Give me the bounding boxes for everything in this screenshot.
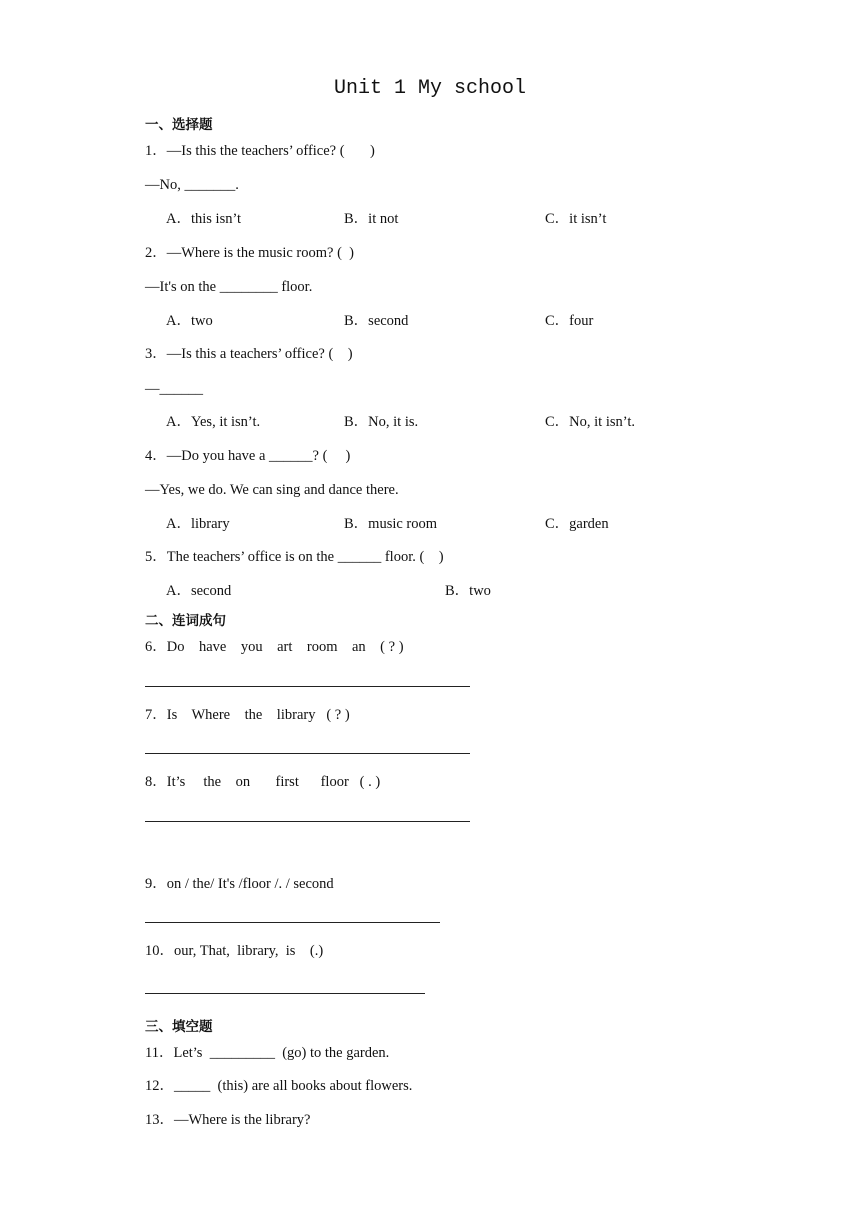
answer-line-9 [145,922,440,923]
question-1-option-a: A．this isn’t [166,211,242,227]
question-3-option-a: A．Yes, it isn’t. [166,414,261,430]
question-4-reply: —Yes, we do. We can sing and dance there. [145,482,399,498]
section-heading-fill-in-blanks: 三、填空题 [145,1019,213,1035]
question-10: 10．our, That, library, is (.) [145,943,324,959]
question-11: 11．Let’s _________ (go) to the garden. [145,1045,390,1061]
question-3-option-b: B．No, it is. [344,414,419,430]
question-3-stem: 3．—Is this a teachers’ office? ( ) [145,346,353,362]
question-5-option-b: B．two [445,583,491,599]
question-5-option-a: A．second [166,583,232,599]
answer-line-8 [145,821,470,822]
question-3-reply: —______ [145,381,203,397]
answer-line-10 [145,993,425,994]
answer-line-7 [145,753,470,754]
question-6: 6．Do have you art room an ( ? ) [145,639,404,655]
question-1-stem: 1．—Is this the teachers’ office? ( ) [145,143,375,159]
page-title: Unit 1 My school [333,77,527,100]
question-1-option-b: B．it not [344,211,399,227]
question-8: 8．It’s the on first floor ( . ) [145,774,381,790]
question-3-option-c: C．No, it isn’t. [545,414,635,430]
question-13: 13．—Where is the library? [145,1112,311,1128]
question-1-option-c: C．it isn’t [545,211,607,227]
question-2-reply: —It's on the ________ floor. [145,279,313,295]
question-2-option-c: C．four [545,313,594,329]
question-7: 7．Is Where the library ( ? ) [145,707,350,723]
section-heading-multiple-choice: 一、选择题 [145,117,213,133]
question-9: 9．on / the/ It's /floor /. / second [145,876,334,892]
question-4-stem: 4．—Do you have a ______? ( ) [145,448,351,464]
question-1-reply: —No, _______. [145,177,239,193]
question-12: 12．_____ (this) are all books about flowers. [145,1078,413,1094]
question-2-stem: 2．—Where is the music room? ( ) [145,245,354,261]
answer-line-6 [145,686,470,687]
question-4-option-b: B．music room [344,516,438,532]
question-5-stem: 5．The teachers’ office is on the ______ floor. ( ) [145,549,444,565]
question-4-option-c: C．garden [545,516,609,532]
question-4-option-a: A．library [166,516,230,532]
section-heading-sentence-building: 二、连词成句 [145,613,226,629]
question-2-option-a: A．two [166,313,213,329]
question-2-option-b: B．second [344,313,409,329]
